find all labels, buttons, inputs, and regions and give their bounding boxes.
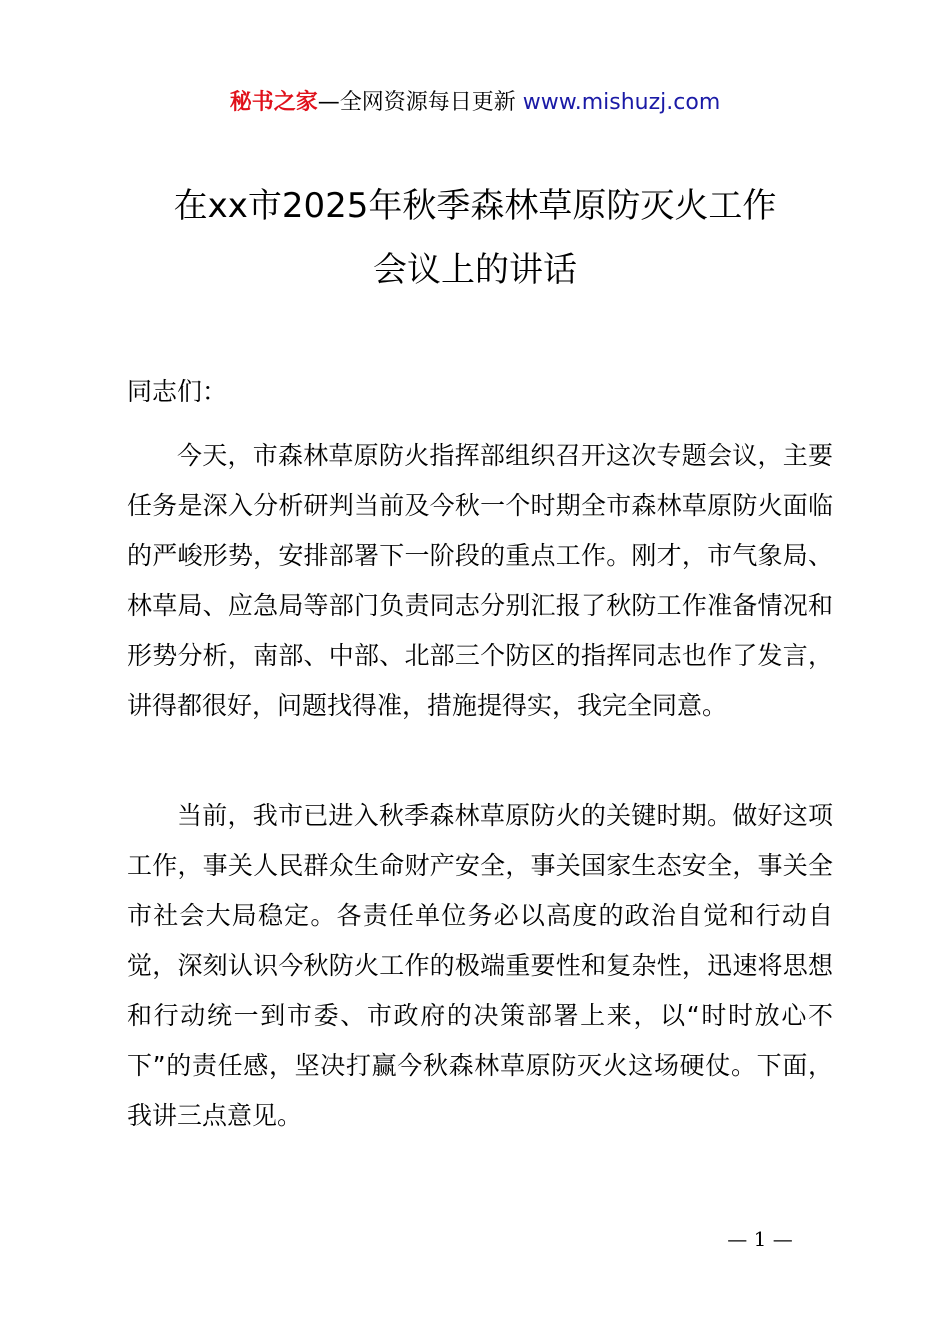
site-banner [0,88,950,118]
title-line-2: 会议上的讲话 [373,250,577,290]
brand-name: 秘书之家 [229,90,318,115]
body-paragraph-2: 当前，我市已进入秋季森林草原防火的关键时期。做好这项工作，事关人民群众生命财产安全，事关国家生态安全，事关全市社会大局稳定。各责任单位务必以高度的政治自觉和行动自觉，深刻认识今秋防火工作的极端重要性和复杂性，迅速将思想和行动统一到市委、市政府的决策部署上来，以“时时放心不下”的责任感，坚决打赢今秋森林草原防灭火这场硬仗。下面，我讲三点意见。 [127,801,833,1130]
site-url-link[interactable]: www.mishuzj.com [522,90,721,115]
title-line-1: 在xx市2025年秋季森林草原防灭火工作 [173,186,777,226]
document-title [0,180,950,296]
banner-tagline: —全网资源每日更新 [317,90,516,115]
body-paragraph-1: 今天，市森林草原防火指挥部组织召开这次专题会议，主要任务是深入分析研判当前及今秋一个时期全市森林草原防火面临的严峻形势，安排部署下一阶段的重点工作。刚才，市气象局、林草局、应急局等部门负责同志分别汇报了秋防工作准备情况和形势分析，南部、中部、北部三个防区的指挥同志也作了发言，讲得都很好，问题找得准，措施提得实，我完全同意。 [127,441,833,720]
salutation: 同志们： [127,377,228,406]
page-number: — 1 — [727,1227,793,1251]
